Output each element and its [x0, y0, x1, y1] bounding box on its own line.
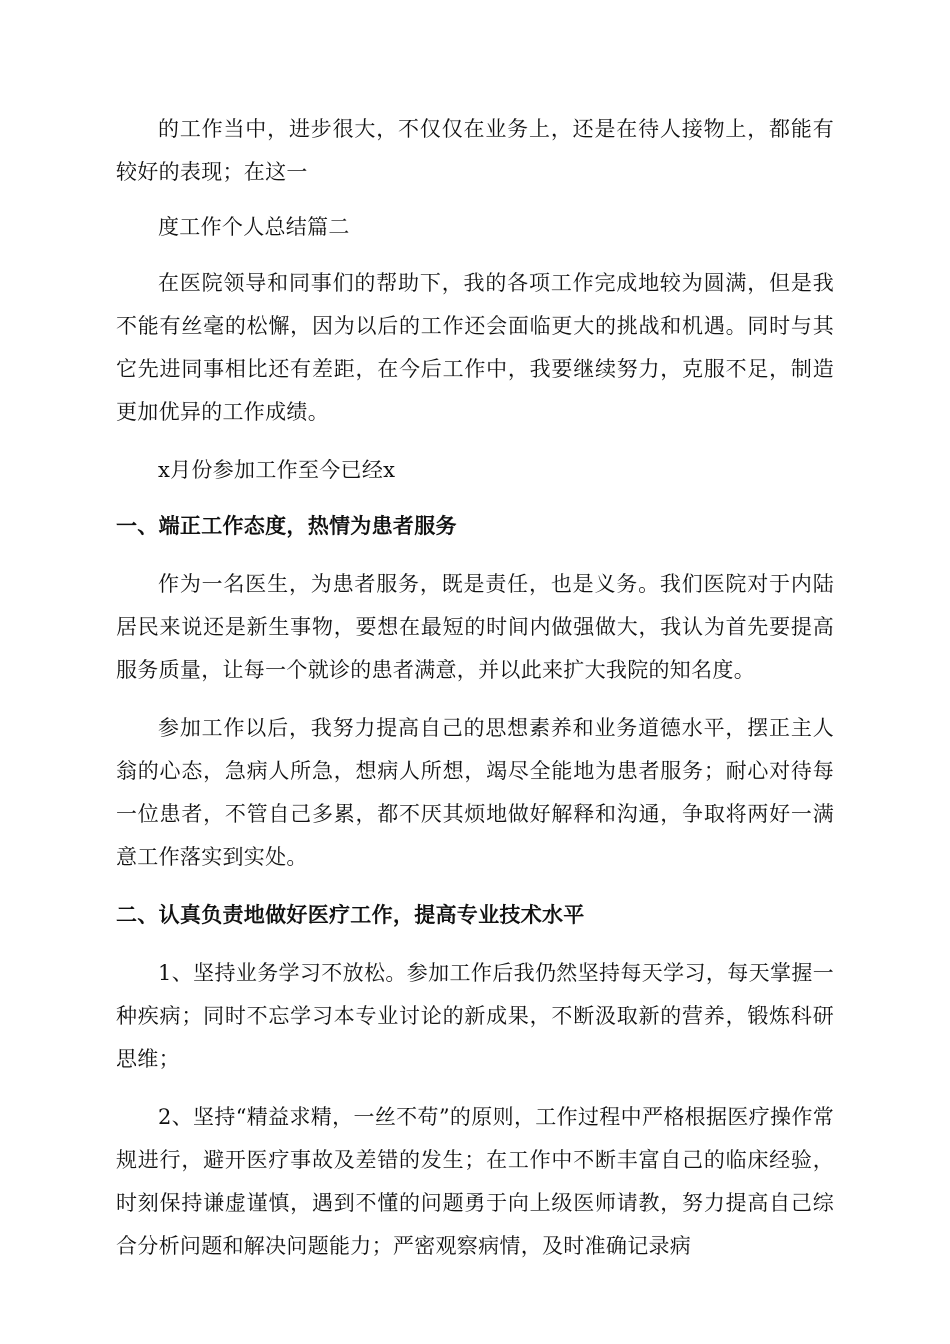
paragraph-service: 作为一名医生，为患者服务，既是责任，也是义务。我们医院对于内陆居民来说还是新生事物，要想在最短的时间内做强做大，我认为首先要提高服务质量，让每一个就诊的患者满意，并以此来扩大我院的知名度。 — [116, 572, 834, 682]
paragraph-continuation: 的工作当中，进步很大，不仅仅在业务上，还是在待人接物上，都能有较好的表现；在这一 — [116, 117, 834, 184]
paragraph-attitude: 参加工作以后，我努力提高自己的思想素养和业务道德水平，摆正主人翁的心态，急病人所急，想病人所想，竭尽全能地为患者服务；耐心对待每一位患者，不管自己多累，都不厌其烦地做好解释和沟通，争取将两好一满意工作落实到实处。 — [116, 716, 834, 869]
paragraph-summary: 在医院领导和同事们的帮助下，我的各项工作完成地较为圆满，但是我不能有丝毫的松懈，因为以后的工作还会面临更大的挑战和机遇。同时与其它先进同事相比还有差距，在今后工作中，我要继续努力，克服不足，制造更加优异的工作成绩。 — [116, 271, 834, 424]
section-heading-2: 二、认真负责地做好医疗工作，提高专业技术水平 — [116, 903, 585, 927]
document-body — [116, 108, 834, 1283]
paragraph-section-title: 度工作个人总结篇二 — [158, 215, 350, 239]
paragraph-item-2: 2、坚持“精益求精，一丝不苟”的原则，工作过程中严格根据医疗操作常规进行，避开医疗事故及差错的发生；在工作中不断丰富自己的临床经验，时刻保持谦虚谨慎，遇到不懂的问题勇于向上级医师请教，努力提高自己综合分析问题和解决问题能力；严密观察病情，及时准确记录病 — [116, 1105, 834, 1258]
paragraph-item-1: 1、坚持业务学习不放松。参加工作后我仍然坚持每天学习，每天掌握一种疾病；同时不忘学习本专业讨论的新成果，不断汲取新的营养，锻炼科研思维； — [116, 961, 834, 1071]
section-heading-1: 一、端正工作态度，热情为患者服务 — [116, 514, 457, 538]
paragraph-start-date: x月份参加工作至今已经x — [158, 458, 396, 482]
